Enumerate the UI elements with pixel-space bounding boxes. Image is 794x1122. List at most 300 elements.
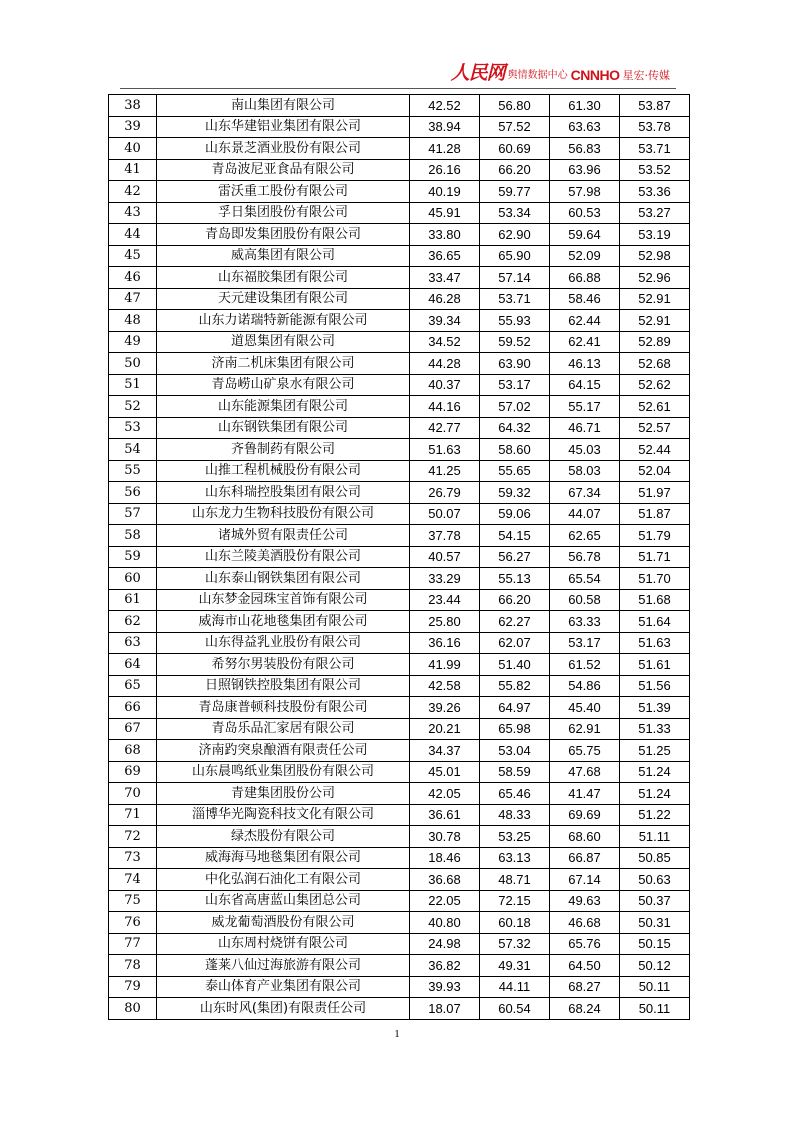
total-score-cell: 51.24 xyxy=(620,783,690,805)
score-3-cell: 62.65 xyxy=(550,525,620,547)
total-score-cell: 53.19 xyxy=(620,224,690,246)
score-3-cell: 69.69 xyxy=(550,804,620,826)
ranking-table-body xyxy=(109,95,690,1020)
score-2-cell: 63.13 xyxy=(480,847,550,869)
score-3-cell: 68.60 xyxy=(550,826,620,848)
score-2-cell: 55.82 xyxy=(480,675,550,697)
company-name-cell: 淄博华光陶瓷科技文化有限公司 xyxy=(157,804,410,826)
table-row xyxy=(109,331,690,353)
total-score-cell: 53.36 xyxy=(620,181,690,203)
score-2-cell: 62.90 xyxy=(480,224,550,246)
score-1-cell: 41.25 xyxy=(410,460,480,482)
total-score-cell: 51.64 xyxy=(620,611,690,633)
score-2-cell: 72.15 xyxy=(480,890,550,912)
table-row xyxy=(109,869,690,891)
company-name-cell: 山东兰陵美酒股份有限公司 xyxy=(157,546,410,568)
company-name-cell: 孚日集团股份有限公司 xyxy=(157,202,410,224)
score-1-cell: 22.05 xyxy=(410,890,480,912)
score-2-cell: 55.93 xyxy=(480,310,550,332)
company-name-cell: 绿杰股份有限公司 xyxy=(157,826,410,848)
score-2-cell: 48.71 xyxy=(480,869,550,891)
total-score-cell: 53.78 xyxy=(620,116,690,138)
rank-cell: 49 xyxy=(109,331,157,353)
score-2-cell: 65.90 xyxy=(480,245,550,267)
table-row xyxy=(109,654,690,676)
score-3-cell: 47.68 xyxy=(550,761,620,783)
score-1-cell: 51.63 xyxy=(410,439,480,461)
ranking-table xyxy=(108,94,690,1020)
company-name-cell: 青建集团股份公司 xyxy=(157,783,410,805)
table-row xyxy=(109,611,690,633)
score-3-cell: 63.33 xyxy=(550,611,620,633)
table-row xyxy=(109,460,690,482)
total-score-cell: 50.37 xyxy=(620,890,690,912)
people-daily-logo-text: 人民网 xyxy=(450,62,505,84)
score-2-cell: 56.27 xyxy=(480,546,550,568)
score-2-cell: 49.31 xyxy=(480,955,550,977)
score-3-cell: 60.58 xyxy=(550,589,620,611)
total-score-cell: 51.68 xyxy=(620,589,690,611)
score-3-cell: 46.68 xyxy=(550,912,620,934)
score-3-cell: 61.30 xyxy=(550,95,620,117)
company-name-cell: 济南趵突泉酿酒有限责任公司 xyxy=(157,740,410,762)
table-row xyxy=(109,202,690,224)
header-logo xyxy=(451,60,670,84)
page-number: 1 xyxy=(394,1028,400,1040)
rank-cell: 42 xyxy=(109,181,157,203)
company-name-cell: 青岛即发集团股份有限公司 xyxy=(157,224,410,246)
score-2-cell: 59.77 xyxy=(480,181,550,203)
score-1-cell: 40.19 xyxy=(410,181,480,203)
table-row xyxy=(109,976,690,998)
rank-cell: 54 xyxy=(109,439,157,461)
score-2-cell: 62.27 xyxy=(480,611,550,633)
score-3-cell: 66.87 xyxy=(550,847,620,869)
score-1-cell: 26.16 xyxy=(410,159,480,181)
score-2-cell: 57.02 xyxy=(480,396,550,418)
company-name-cell: 山东周村烧饼有限公司 xyxy=(157,933,410,955)
rank-cell: 77 xyxy=(109,933,157,955)
score-1-cell: 34.37 xyxy=(410,740,480,762)
rank-cell: 48 xyxy=(109,310,157,332)
score-3-cell: 65.76 xyxy=(550,933,620,955)
score-2-cell: 57.32 xyxy=(480,933,550,955)
total-score-cell: 50.63 xyxy=(620,869,690,891)
company-name-cell: 山东科瑞控股集团有限公司 xyxy=(157,482,410,504)
total-score-cell: 50.11 xyxy=(620,998,690,1020)
score-2-cell: 60.18 xyxy=(480,912,550,934)
table-row xyxy=(109,482,690,504)
score-1-cell: 42.58 xyxy=(410,675,480,697)
rank-cell: 38 xyxy=(109,95,157,117)
rank-cell: 39 xyxy=(109,116,157,138)
page-header xyxy=(120,60,676,89)
table-row xyxy=(109,138,690,160)
rank-cell: 75 xyxy=(109,890,157,912)
rank-cell: 47 xyxy=(109,288,157,310)
total-score-cell: 51.56 xyxy=(620,675,690,697)
table-row xyxy=(109,417,690,439)
xinghong-media-logo-text: 星宏·传媒 xyxy=(622,69,670,82)
rank-cell: 62 xyxy=(109,611,157,633)
rank-cell: 61 xyxy=(109,589,157,611)
score-1-cell: 36.16 xyxy=(410,632,480,654)
rank-cell: 68 xyxy=(109,740,157,762)
table-row xyxy=(109,697,690,719)
total-score-cell: 51.11 xyxy=(620,826,690,848)
company-name-cell: 日照钢铁控股集团有限公司 xyxy=(157,675,410,697)
score-3-cell: 57.98 xyxy=(550,181,620,203)
table-row xyxy=(109,890,690,912)
total-score-cell: 51.87 xyxy=(620,503,690,525)
score-1-cell: 23.44 xyxy=(410,589,480,611)
company-name-cell: 山东梦金园珠宝首饰有限公司 xyxy=(157,589,410,611)
company-name-cell: 泰山体育产业集团有限公司 xyxy=(157,976,410,998)
score-1-cell: 18.46 xyxy=(410,847,480,869)
score-2-cell: 59.32 xyxy=(480,482,550,504)
score-2-cell: 63.90 xyxy=(480,353,550,375)
score-3-cell: 68.24 xyxy=(550,998,620,1020)
score-3-cell: 56.83 xyxy=(550,138,620,160)
rank-cell: 55 xyxy=(109,460,157,482)
score-1-cell: 39.34 xyxy=(410,310,480,332)
table-row xyxy=(109,95,690,117)
score-2-cell: 59.06 xyxy=(480,503,550,525)
total-score-cell: 52.04 xyxy=(620,460,690,482)
table-row xyxy=(109,826,690,848)
table-row xyxy=(109,267,690,289)
rank-cell: 52 xyxy=(109,396,157,418)
table-row xyxy=(109,353,690,375)
total-score-cell: 52.62 xyxy=(620,374,690,396)
score-1-cell: 33.29 xyxy=(410,568,480,590)
company-name-cell: 威高集团有限公司 xyxy=(157,245,410,267)
score-2-cell: 57.52 xyxy=(480,116,550,138)
company-name-cell: 雷沃重工股份有限公司 xyxy=(157,181,410,203)
total-score-cell: 51.61 xyxy=(620,654,690,676)
score-2-cell: 56.80 xyxy=(480,95,550,117)
total-score-cell: 51.97 xyxy=(620,482,690,504)
score-1-cell: 33.80 xyxy=(410,224,480,246)
rank-cell: 58 xyxy=(109,525,157,547)
score-3-cell: 64.50 xyxy=(550,955,620,977)
score-2-cell: 58.59 xyxy=(480,761,550,783)
score-3-cell: 53.17 xyxy=(550,632,620,654)
table-row xyxy=(109,568,690,590)
total-score-cell: 53.71 xyxy=(620,138,690,160)
total-score-cell: 51.39 xyxy=(620,697,690,719)
rank-cell: 64 xyxy=(109,654,157,676)
header-divider xyxy=(120,88,676,89)
company-name-cell: 青岛崂山矿泉水有限公司 xyxy=(157,374,410,396)
table-row xyxy=(109,589,690,611)
score-2-cell: 54.15 xyxy=(480,525,550,547)
score-1-cell: 26.79 xyxy=(410,482,480,504)
rank-cell: 65 xyxy=(109,675,157,697)
score-3-cell: 56.78 xyxy=(550,546,620,568)
company-name-cell: 山东得益乳业股份有限公司 xyxy=(157,632,410,654)
score-1-cell: 46.28 xyxy=(410,288,480,310)
score-3-cell: 45.40 xyxy=(550,697,620,719)
rank-cell: 67 xyxy=(109,718,157,740)
rank-cell: 70 xyxy=(109,783,157,805)
total-score-cell: 51.79 xyxy=(620,525,690,547)
table-row xyxy=(109,245,690,267)
company-name-cell: 希努尔男装股份有限公司 xyxy=(157,654,410,676)
score-2-cell: 66.20 xyxy=(480,589,550,611)
company-name-cell: 山东景芝酒业股份有限公司 xyxy=(157,138,410,160)
rank-cell: 71 xyxy=(109,804,157,826)
rank-cell: 59 xyxy=(109,546,157,568)
score-1-cell: 36.82 xyxy=(410,955,480,977)
company-name-cell: 山东力诺瑞特新能源有限公司 xyxy=(157,310,410,332)
rank-cell: 57 xyxy=(109,503,157,525)
total-score-cell: 52.61 xyxy=(620,396,690,418)
score-1-cell: 37.78 xyxy=(410,525,480,547)
score-3-cell: 63.96 xyxy=(550,159,620,181)
table-row xyxy=(109,181,690,203)
score-1-cell: 36.65 xyxy=(410,245,480,267)
score-3-cell: 65.54 xyxy=(550,568,620,590)
total-score-cell: 52.91 xyxy=(620,310,690,332)
score-3-cell: 44.07 xyxy=(550,503,620,525)
score-2-cell: 53.17 xyxy=(480,374,550,396)
company-name-cell: 威海海马地毯集团有限公司 xyxy=(157,847,410,869)
opinion-center-logo-text: 舆情数据中心 xyxy=(507,70,568,81)
score-2-cell: 53.25 xyxy=(480,826,550,848)
company-name-cell: 青岛波尼亚食品有限公司 xyxy=(157,159,410,181)
score-1-cell: 45.91 xyxy=(410,202,480,224)
rank-cell: 66 xyxy=(109,697,157,719)
total-score-cell: 51.25 xyxy=(620,740,690,762)
table-row xyxy=(109,718,690,740)
total-score-cell: 50.85 xyxy=(620,847,690,869)
score-1-cell: 42.05 xyxy=(410,783,480,805)
score-1-cell: 36.68 xyxy=(410,869,480,891)
company-name-cell: 山东钢铁集团有限公司 xyxy=(157,417,410,439)
rank-cell: 63 xyxy=(109,632,157,654)
company-name-cell: 山推工程机械股份有限公司 xyxy=(157,460,410,482)
rank-cell: 60 xyxy=(109,568,157,590)
table-row xyxy=(109,912,690,934)
total-score-cell: 50.12 xyxy=(620,955,690,977)
score-2-cell: 53.04 xyxy=(480,740,550,762)
score-3-cell: 63.63 xyxy=(550,116,620,138)
score-3-cell: 62.44 xyxy=(550,310,620,332)
table-row xyxy=(109,998,690,1020)
company-name-cell: 山东晨鸣纸业集团股份有限公司 xyxy=(157,761,410,783)
total-score-cell: 50.11 xyxy=(620,976,690,998)
score-3-cell: 58.03 xyxy=(550,460,620,482)
table-row xyxy=(109,310,690,332)
total-score-cell: 53.87 xyxy=(620,95,690,117)
score-3-cell: 65.75 xyxy=(550,740,620,762)
company-name-cell: 中化弘润石油化工有限公司 xyxy=(157,869,410,891)
score-3-cell: 66.88 xyxy=(550,267,620,289)
table-row xyxy=(109,439,690,461)
score-1-cell: 40.37 xyxy=(410,374,480,396)
score-3-cell: 55.17 xyxy=(550,396,620,418)
rank-cell: 46 xyxy=(109,267,157,289)
score-3-cell: 52.09 xyxy=(550,245,620,267)
company-name-cell: 蓬莱八仙过海旅游有限公司 xyxy=(157,955,410,977)
score-3-cell: 45.03 xyxy=(550,439,620,461)
rank-cell: 45 xyxy=(109,245,157,267)
score-1-cell: 18.07 xyxy=(410,998,480,1020)
total-score-cell: 51.70 xyxy=(620,568,690,590)
score-2-cell: 57.14 xyxy=(480,267,550,289)
score-2-cell: 65.98 xyxy=(480,718,550,740)
table-row xyxy=(109,374,690,396)
score-2-cell: 66.20 xyxy=(480,159,550,181)
score-1-cell: 25.80 xyxy=(410,611,480,633)
score-3-cell: 62.91 xyxy=(550,718,620,740)
score-3-cell: 68.27 xyxy=(550,976,620,998)
table-row xyxy=(109,632,690,654)
company-name-cell: 青岛乐品汇家居有限公司 xyxy=(157,718,410,740)
score-1-cell: 30.78 xyxy=(410,826,480,848)
score-3-cell: 54.86 xyxy=(550,675,620,697)
score-1-cell: 38.94 xyxy=(410,116,480,138)
table-row xyxy=(109,804,690,826)
score-1-cell: 34.52 xyxy=(410,331,480,353)
table-row xyxy=(109,159,690,181)
rank-cell: 44 xyxy=(109,224,157,246)
score-2-cell: 55.65 xyxy=(480,460,550,482)
company-name-cell: 山东时风(集团)有限责任公司 xyxy=(157,998,410,1020)
rank-cell: 78 xyxy=(109,955,157,977)
rank-cell: 73 xyxy=(109,847,157,869)
rank-cell: 76 xyxy=(109,912,157,934)
company-name-cell: 威海市山花地毯集团有限公司 xyxy=(157,611,410,633)
table-row xyxy=(109,783,690,805)
rank-cell: 69 xyxy=(109,761,157,783)
score-1-cell: 42.77 xyxy=(410,417,480,439)
rank-cell: 50 xyxy=(109,353,157,375)
total-score-cell: 52.96 xyxy=(620,267,690,289)
cnnho-logo-text: CNNHO xyxy=(570,67,620,83)
company-name-cell: 山东华建铝业集团有限公司 xyxy=(157,116,410,138)
rank-cell: 43 xyxy=(109,202,157,224)
score-3-cell: 49.63 xyxy=(550,890,620,912)
table-row xyxy=(109,761,690,783)
company-name-cell: 南山集团有限公司 xyxy=(157,95,410,117)
company-name-cell: 济南二机床集团有限公司 xyxy=(157,353,410,375)
table-row xyxy=(109,288,690,310)
score-3-cell: 41.47 xyxy=(550,783,620,805)
total-score-cell: 52.89 xyxy=(620,331,690,353)
total-score-cell: 52.91 xyxy=(620,288,690,310)
score-3-cell: 59.64 xyxy=(550,224,620,246)
table-row xyxy=(109,525,690,547)
company-name-cell: 山东能源集团有限公司 xyxy=(157,396,410,418)
score-1-cell: 36.61 xyxy=(410,804,480,826)
score-3-cell: 67.14 xyxy=(550,869,620,891)
score-2-cell: 53.34 xyxy=(480,202,550,224)
score-2-cell: 64.32 xyxy=(480,417,550,439)
total-score-cell: 51.63 xyxy=(620,632,690,654)
company-name-cell: 山东龙力生物科技股份有限公司 xyxy=(157,503,410,525)
total-score-cell: 52.68 xyxy=(620,353,690,375)
score-1-cell: 40.57 xyxy=(410,546,480,568)
company-name-cell: 山东福胶集团有限公司 xyxy=(157,267,410,289)
company-name-cell: 道恩集团有限公司 xyxy=(157,331,410,353)
table-row xyxy=(109,847,690,869)
score-2-cell: 62.07 xyxy=(480,632,550,654)
rank-cell: 41 xyxy=(109,159,157,181)
total-score-cell: 51.22 xyxy=(620,804,690,826)
company-name-cell: 山东省高唐蓝山集团总公司 xyxy=(157,890,410,912)
score-1-cell: 44.28 xyxy=(410,353,480,375)
table-row xyxy=(109,675,690,697)
rank-cell: 79 xyxy=(109,976,157,998)
total-score-cell: 51.33 xyxy=(620,718,690,740)
rank-cell: 72 xyxy=(109,826,157,848)
total-score-cell: 50.15 xyxy=(620,933,690,955)
total-score-cell: 53.52 xyxy=(620,159,690,181)
table-row xyxy=(109,955,690,977)
score-2-cell: 65.46 xyxy=(480,783,550,805)
score-1-cell: 50.07 xyxy=(410,503,480,525)
total-score-cell: 51.71 xyxy=(620,546,690,568)
score-3-cell: 46.71 xyxy=(550,417,620,439)
score-2-cell: 53.71 xyxy=(480,288,550,310)
score-2-cell: 60.69 xyxy=(480,138,550,160)
score-1-cell: 45.01 xyxy=(410,761,480,783)
table-row xyxy=(109,503,690,525)
score-1-cell: 39.93 xyxy=(410,976,480,998)
score-1-cell: 39.26 xyxy=(410,697,480,719)
score-2-cell: 60.54 xyxy=(480,998,550,1020)
score-1-cell: 42.52 xyxy=(410,95,480,117)
rank-cell: 53 xyxy=(109,417,157,439)
total-score-cell: 52.57 xyxy=(620,417,690,439)
rank-cell: 40 xyxy=(109,138,157,160)
company-name-cell: 威龙葡萄酒股份有限公司 xyxy=(157,912,410,934)
score-2-cell: 51.40 xyxy=(480,654,550,676)
score-2-cell: 64.97 xyxy=(480,697,550,719)
score-2-cell: 44.11 xyxy=(480,976,550,998)
rank-cell: 51 xyxy=(109,374,157,396)
score-2-cell: 58.60 xyxy=(480,439,550,461)
company-name-cell: 山东泰山钢铁集团有限公司 xyxy=(157,568,410,590)
score-1-cell: 40.80 xyxy=(410,912,480,934)
score-1-cell: 24.98 xyxy=(410,933,480,955)
table-row xyxy=(109,740,690,762)
rank-cell: 74 xyxy=(109,869,157,891)
total-score-cell: 53.27 xyxy=(620,202,690,224)
table-row xyxy=(109,396,690,418)
company-name-cell: 天元建设集团有限公司 xyxy=(157,288,410,310)
rank-cell: 80 xyxy=(109,998,157,1020)
table-row xyxy=(109,933,690,955)
score-1-cell: 33.47 xyxy=(410,267,480,289)
rank-cell: 56 xyxy=(109,482,157,504)
score-3-cell: 61.52 xyxy=(550,654,620,676)
score-1-cell: 41.99 xyxy=(410,654,480,676)
score-1-cell: 44.16 xyxy=(410,396,480,418)
score-2-cell: 59.52 xyxy=(480,331,550,353)
company-name-cell: 青岛康普顿科技股份有限公司 xyxy=(157,697,410,719)
company-name-cell: 诸城外贸有限责任公司 xyxy=(157,525,410,547)
total-score-cell: 51.24 xyxy=(620,761,690,783)
table-row xyxy=(109,116,690,138)
score-3-cell: 58.46 xyxy=(550,288,620,310)
score-3-cell: 62.41 xyxy=(550,331,620,353)
table-row xyxy=(109,224,690,246)
total-score-cell: 52.44 xyxy=(620,439,690,461)
score-3-cell: 64.15 xyxy=(550,374,620,396)
